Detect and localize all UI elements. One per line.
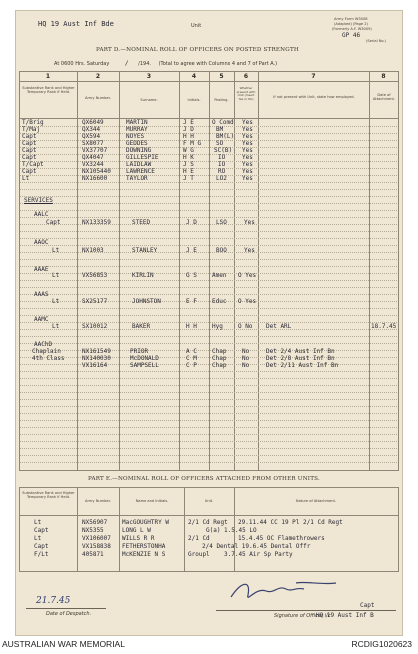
- officer-rank: T/Brig: [22, 119, 44, 126]
- officer-posting: RO: [218, 168, 226, 175]
- col-number-5: 5: [219, 73, 224, 80]
- ruling-line: [20, 154, 397, 155]
- archive-footer: [0, 636, 418, 654]
- officer-rank: Capt: [22, 140, 37, 147]
- col-number-8: 8: [381, 73, 386, 80]
- chaplain-employment: Det 2/8 Aust Inf Bn: [266, 355, 335, 362]
- service-employment: Det ARL: [266, 323, 292, 330]
- attached-unit: 2/1 Cd: [188, 535, 210, 542]
- service-surname: JOHNSTON: [132, 298, 161, 305]
- officer-rank: T/Maj: [22, 126, 41, 133]
- service-surname: KIRLIN: [132, 272, 154, 279]
- officer-present: Yes: [242, 168, 253, 175]
- service-initials: J E: [186, 247, 197, 254]
- date-line-prefix: At 0600 Hrs. Saturday: [54, 61, 110, 67]
- ruling-line: [20, 231, 397, 232]
- sheet-code: (Serial No.): [366, 39, 387, 43]
- chaplain-initials: C M: [186, 355, 197, 362]
- ruling-line: [20, 336, 397, 337]
- service-attachment-date: 18.7.45: [371, 323, 397, 330]
- officer-surname: GEDDES: [126, 140, 148, 147]
- ruling-line: [20, 364, 397, 365]
- despatch-label: Date of Despatch.: [46, 611, 92, 617]
- part-e-title: PART E.—NOMINAL ROLL OF OFFICERS ATTACHED FROM OTHER UNITS.: [88, 476, 320, 482]
- attached-number: NX5355: [82, 527, 104, 534]
- ruling-line: [20, 280, 397, 281]
- officer-initials: J E: [183, 119, 194, 126]
- officer-posting: BM(L): [216, 133, 235, 140]
- archive-name: AUSTRALIAN WAR MEMORIAL: [2, 639, 125, 649]
- ruling-line: [20, 350, 397, 351]
- e-header-number: Army Number.: [85, 499, 111, 503]
- officer-surname: MARTIN: [126, 119, 148, 126]
- ruling-line: [20, 259, 397, 260]
- ruling-line: [20, 294, 397, 295]
- e-header-nature: Nature of Attachment.: [295, 499, 337, 503]
- col-number-2: 2: [95, 73, 101, 80]
- signature-rank: Capt: [360, 602, 375, 609]
- ruling-line: [20, 238, 397, 239]
- col-header-posting: Posting.: [214, 98, 229, 102]
- service-posting: LSO: [216, 219, 227, 226]
- officer-surname: GILLESPIE: [126, 154, 159, 161]
- officer-posting: IO: [218, 161, 226, 168]
- col-header-surname: Surname.: [140, 98, 158, 102]
- ruling-line: [20, 315, 397, 316]
- officer-posting: BM: [216, 126, 224, 133]
- service-number: NX133359: [82, 219, 111, 226]
- attached-nature: 3.7.45 Air Sp Party: [224, 551, 293, 558]
- officer-posting: O Comd: [212, 119, 234, 126]
- chaplain-initials: C P: [186, 362, 197, 369]
- ruling-line: [20, 322, 397, 323]
- officer-number: QX4047: [82, 154, 104, 161]
- officer-rank: Capt: [22, 168, 37, 175]
- army-form-sub: (Adapted) (Page 2): [334, 22, 368, 26]
- ruling-line: [20, 378, 397, 379]
- ruling-line: [20, 147, 397, 148]
- chaplain-present: No: [242, 355, 250, 362]
- despatch-date: 21.7.45: [36, 596, 71, 606]
- officer-rank: Lt: [22, 175, 30, 182]
- chaplains-group: AAChD: [34, 341, 53, 348]
- signature-unit: HQ 19 Aust Inf B: [316, 612, 374, 619]
- service-surname: BAKER: [132, 323, 151, 330]
- attached-nature: G(a) 1.5.45 LO: [206, 527, 257, 534]
- officer-present: Yes: [242, 175, 253, 182]
- attached-unit: Groupl: [188, 551, 210, 558]
- service-group-aaae: AAAE: [34, 266, 49, 273]
- service-rank: Lt: [52, 323, 60, 330]
- col-header-number: Army Number.: [85, 96, 111, 100]
- ruling-line: [20, 427, 397, 428]
- ruling-line: [20, 126, 397, 127]
- service-initials: G S: [186, 272, 197, 279]
- ruling-line: [20, 455, 397, 456]
- officer-number: NX105440: [82, 168, 111, 175]
- attached-rank: Capt: [34, 543, 49, 550]
- officer-initials: J T: [183, 175, 194, 182]
- ruling-line: [20, 175, 397, 176]
- service-number: SX25177: [82, 298, 108, 305]
- service-rank: Lt: [52, 247, 60, 254]
- ruling-line: [20, 462, 397, 463]
- officer-number: QX6049: [82, 119, 104, 126]
- officer-surname: MURRAY: [126, 126, 148, 133]
- part-d-date-line: [54, 60, 277, 67]
- service-present: O No: [238, 323, 253, 330]
- officer-initials: J S: [183, 161, 194, 168]
- service-initials: H H: [186, 323, 197, 330]
- officer-rank: T/Capt: [22, 161, 44, 168]
- ruling-line: [20, 189, 397, 190]
- service-number: NX1003: [82, 247, 104, 254]
- chaplain-number: NX140030: [82, 355, 111, 362]
- ruling-line: [20, 441, 397, 442]
- service-posting: Hyg: [212, 323, 223, 330]
- part-d-title: PART D.—NOMINAL ROLL OF OFFICERS ON POSTED STRENGTH: [96, 47, 299, 53]
- attached-rank: Lt: [34, 519, 42, 526]
- attached-name: LONG L W: [122, 527, 151, 534]
- ruling-line: [20, 420, 397, 421]
- army-form: Army Form W3008: [334, 17, 368, 21]
- e-header-name: Name and Initials.: [135, 499, 169, 503]
- ruling-line: [20, 385, 397, 386]
- officer-initials: F M G: [183, 140, 202, 147]
- service-posting: Educ: [212, 298, 227, 305]
- officer-posting: LO2: [216, 175, 227, 182]
- officer-rank: Capt: [22, 154, 37, 161]
- service-surname: STEED: [132, 219, 151, 226]
- attached-nature: 15.4.45 OC Flamethrowers: [238, 535, 325, 542]
- chaplain-initials: A C: [186, 348, 197, 355]
- ruling-line: [20, 140, 397, 141]
- service-present: Yes: [244, 219, 255, 226]
- col-header-attachment: Date of Attachment.: [372, 93, 396, 102]
- service-rank: Lt: [52, 272, 60, 279]
- attached-name: FETHERSTONHA: [122, 543, 166, 550]
- ruling-line: [20, 133, 397, 134]
- date-fill: /: [124, 60, 129, 67]
- attached-nature: 29.11.44 CC 19 Pl 2/1 Cd Regt: [238, 519, 343, 526]
- officer-surname: DOWNING: [126, 147, 152, 154]
- date-line-suffix: (Total to agree with Columns 4 and 7 of Part A.): [158, 61, 278, 67]
- service-group-aamc: AAMC: [34, 316, 49, 323]
- attached-name: MacGOUGHTRY W: [122, 519, 169, 526]
- service-initials: J D: [186, 219, 197, 226]
- chaplain-posting: Chap: [212, 362, 227, 369]
- ruling-line: [20, 287, 397, 288]
- chaplain-surname: McDONALD: [130, 355, 159, 362]
- chaplain-posting: Chap: [212, 355, 227, 362]
- attached-rank: Capt: [34, 527, 49, 534]
- ruling-line: [20, 203, 397, 204]
- date-year: /194.: [138, 61, 151, 67]
- officer-present: Yes: [242, 126, 253, 133]
- ruling-line: [20, 329, 397, 330]
- officer-present: Yes: [242, 133, 253, 140]
- col-header-employed: If not present with Unit, state how employed.: [273, 95, 355, 99]
- chaplain-number: NX161549: [82, 348, 111, 355]
- officer-posting: IO: [218, 154, 226, 161]
- service-group-aaoc: AAOC: [34, 239, 49, 246]
- col-header-present: Whether present with Unit (Insert Yes or No): [236, 86, 256, 101]
- attached-rank: Lt: [34, 535, 42, 542]
- ruling-line: [20, 196, 397, 197]
- officer-present: Yes: [242, 154, 253, 161]
- service-surname: STANLEY: [132, 247, 158, 254]
- officer-posting: SO: [216, 140, 224, 147]
- officer-present: Yes: [242, 119, 253, 126]
- ruling-line: [20, 224, 397, 225]
- attached-number: 405871: [82, 551, 104, 558]
- ruling-line: [20, 343, 397, 344]
- officer-initials: H E: [183, 168, 194, 175]
- unit-label: Unit: [191, 23, 202, 29]
- ruling-line: [20, 308, 397, 309]
- roll-sheet: [15, 10, 403, 636]
- ruling-line: [20, 266, 397, 267]
- ruling-line: [20, 210, 397, 211]
- ruling-line: [20, 252, 397, 253]
- chaplain-employment: Det 2/4 Aust Inf Bn: [266, 348, 335, 355]
- service-posting: Amen: [212, 272, 227, 279]
- attached-name: WILLS R R: [122, 535, 155, 542]
- officer-number: QX594: [82, 133, 101, 140]
- ruling-line: [20, 399, 397, 400]
- col-header-rank: Substantive Rank and Higher Temporary Rank if Held.: [22, 86, 75, 95]
- e-header-rank: Substantive Rank and Higher Temporary Rank if Held.: [22, 491, 75, 500]
- service-group-aalc: AALC: [34, 211, 49, 218]
- service-number: VX56853: [82, 272, 108, 279]
- signature-label: Signature of Officer i/c: [274, 613, 331, 619]
- officer-initials: H H: [183, 133, 194, 140]
- officer-initials: J D: [183, 126, 194, 133]
- officer-present: Yes: [242, 161, 253, 168]
- officer-initials: H K: [183, 154, 194, 161]
- col-number-3: 3: [146, 73, 152, 80]
- ruling-line: [20, 273, 397, 274]
- officer-rank: Capt: [22, 147, 37, 154]
- officer-number: QX344: [82, 126, 101, 133]
- army-form-sub2: (Formerly A.F. W3009): [332, 27, 372, 31]
- officer-surname: NOYES: [126, 133, 145, 140]
- officer-present: Yes: [242, 147, 253, 154]
- officer-posting: SC(B): [214, 147, 233, 154]
- chaplain-number: VX16164: [82, 362, 108, 369]
- unit-name: HQ 19 Aust Inf Bde: [38, 20, 114, 28]
- service-rank: Lt: [52, 298, 60, 305]
- service-present: O Yes: [238, 272, 257, 279]
- ruling-line: [20, 161, 397, 162]
- chaplain-posting: Chap: [212, 348, 227, 355]
- officer-surname: TAYLOR: [126, 175, 148, 182]
- chaplain-present: No: [242, 348, 250, 355]
- officer-number: VX37707: [82, 147, 108, 154]
- service-group-aaas: AAAS: [34, 291, 49, 298]
- col-number-1: 1: [45, 73, 51, 80]
- service-present: Yes: [244, 247, 255, 254]
- chaplain-present: No: [242, 362, 250, 369]
- signature-scrawl: [226, 577, 346, 607]
- ruling-line: [20, 182, 397, 183]
- attached-nature: 2/4 Dental 19.6.45 Dental Offr: [202, 543, 311, 550]
- officer-number: VX3244: [82, 161, 104, 168]
- ruling-line: [20, 434, 397, 435]
- service-present: O Yes: [238, 298, 257, 305]
- services-heading: SERVICES: [24, 197, 53, 204]
- attached-rank: F/Lt: [34, 551, 49, 558]
- ruling-line: [20, 406, 397, 407]
- col-header-initials: Initials.: [187, 98, 201, 102]
- col-number-4: 4: [191, 73, 197, 80]
- attached-name: McKENZIE N S: [122, 551, 166, 558]
- col-number-6: 6: [243, 73, 249, 80]
- attached-number: VX106007: [82, 535, 111, 542]
- chaplain-surname: SAMPSELL: [130, 362, 159, 369]
- officer-surname: LAIDLAW: [126, 161, 152, 168]
- service-number: SX10012: [82, 323, 108, 330]
- officer-surname: LAWRENCE: [126, 168, 155, 175]
- chaplain-surname: PRIOR: [130, 348, 149, 355]
- officer-rank: Capt: [22, 133, 37, 140]
- sheet-number: GP 46: [342, 32, 361, 39]
- officer-initials: W G: [183, 147, 194, 154]
- officer-number: NX16600: [82, 175, 108, 182]
- officer-present: Yes: [242, 140, 253, 147]
- ruling-line: [20, 301, 397, 302]
- ruling-line: [20, 168, 397, 169]
- chaplain-employment: Det 2/11 Aust Inf Bn: [266, 362, 339, 369]
- chaplains-rank: Chaplain 4th Class: [32, 348, 65, 362]
- service-posting: BOO: [216, 247, 227, 254]
- col-number-7: 7: [311, 73, 316, 80]
- ruling-line: [20, 245, 397, 246]
- ruling-line: [20, 448, 397, 449]
- archive-id: RCDIG1020623: [351, 639, 412, 649]
- attached-unit: 2/1 Cd Regt: [188, 519, 228, 526]
- officer-number: SX8077: [82, 140, 104, 147]
- ruling-line: [20, 392, 397, 393]
- ruling-line: [20, 357, 397, 358]
- e-header-unit: Unit.: [204, 499, 214, 503]
- service-rank: Capt: [46, 219, 61, 226]
- ruling-line: [20, 217, 397, 218]
- ruling-line: [20, 371, 397, 372]
- service-initials: E F: [186, 298, 197, 305]
- ruling-line: [20, 413, 397, 414]
- attached-number: NX56907: [82, 519, 108, 526]
- attached-number: VX158838: [82, 543, 111, 550]
